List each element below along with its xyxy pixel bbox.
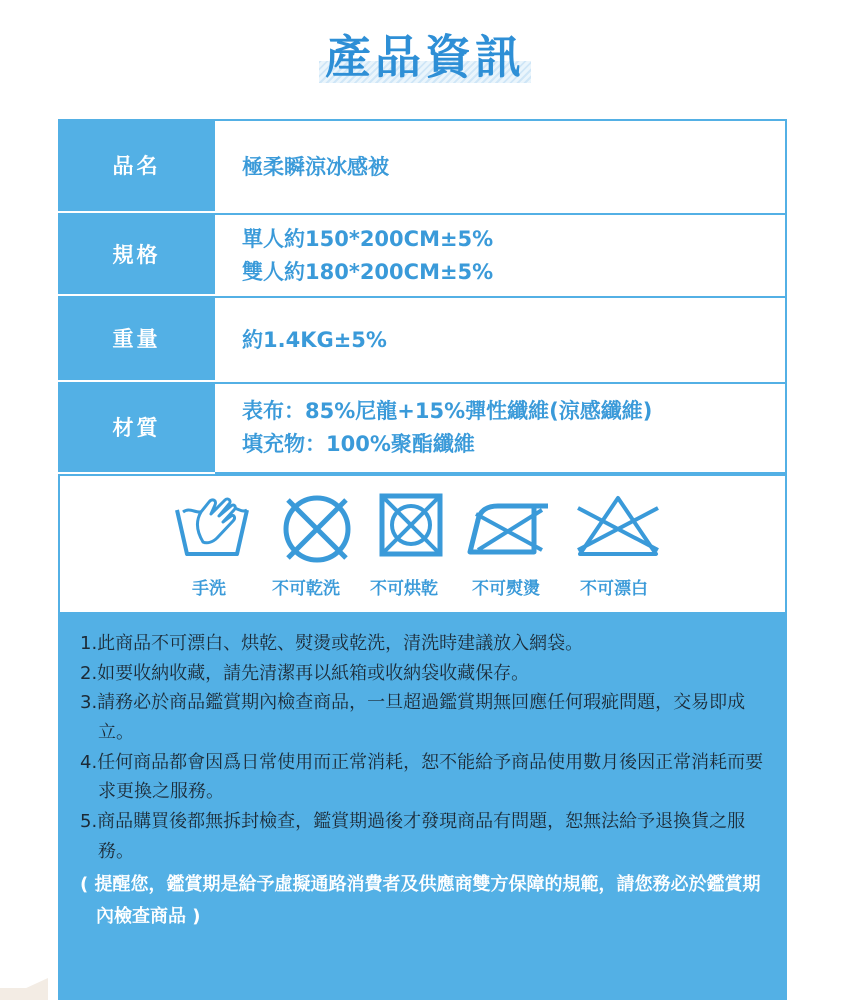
spec-label: 規格 bbox=[58, 213, 215, 296]
corner-decoration bbox=[0, 988, 40, 1000]
product-info-card bbox=[58, 119, 787, 1000]
no-tumble-dry-icon bbox=[378, 492, 444, 558]
spec-row-weight bbox=[58, 296, 787, 382]
title-area bbox=[0, 30, 850, 85]
care-label: 不可烘乾 bbox=[370, 579, 438, 599]
hand-wash-icon bbox=[173, 492, 251, 560]
spec-value bbox=[215, 296, 787, 382]
care-label: 不可漂白 bbox=[580, 579, 648, 599]
note-item: 4.任何商品都會因爲日常使用而正常消耗，恕不能給予商品使用數月後因正常消耗而要求更換之服務。 bbox=[80, 751, 764, 803]
note-item: 3.請務必於商品鑑賞期內檢查商品，一旦超過鑑賞期無回應任何瑕疵問題，交易即成立。 bbox=[80, 692, 746, 744]
care-symbols-panel bbox=[58, 474, 787, 612]
page-title-text: 產品資訊 bbox=[325, 30, 525, 84]
note-item: 2.如要收納收藏，請先清潔再以紙箱或收納袋收藏保存。 bbox=[80, 662, 530, 684]
no-iron-icon bbox=[464, 492, 554, 562]
spec-row-size bbox=[58, 213, 787, 296]
care-label: 不可乾洗 bbox=[272, 579, 340, 599]
spec-value-line: 約1.4KG±5% bbox=[242, 327, 387, 352]
note-item: 5.商品購買後都無拆封檢查，鑑賞期過後才發現商品有問題，恕無法給予退換貨之服務。 bbox=[80, 811, 746, 862]
spec-row-material bbox=[58, 382, 787, 474]
notes-panel bbox=[58, 612, 787, 1000]
spec-value bbox=[215, 213, 787, 296]
spec-label: 材質 bbox=[58, 382, 215, 474]
spec-label: 重量 bbox=[58, 296, 215, 382]
spec-value-line: 表布：85%尼龍+15%彈性纖維(涼感纖維) bbox=[242, 399, 653, 424]
spec-value-line: 單人約150*200CM±5% bbox=[242, 226, 494, 251]
no-bleach-icon bbox=[574, 492, 662, 562]
care-label: 手洗 bbox=[192, 579, 226, 599]
note-item: 1.此商品不可漂白、烘乾、熨燙或乾洗，清洗時建議放入網袋。 bbox=[80, 633, 584, 654]
reminder-text: ( 提醒您，鑑賞期是給予虛擬通路消費者及供應商雙方保障的規範，請您務必於鑑賞期內檢查商品 ) bbox=[80, 873, 761, 927]
spec-row-name bbox=[58, 119, 787, 213]
spec-value bbox=[215, 119, 787, 213]
spec-value-line: 填充物：100%聚酯纖維 bbox=[242, 432, 475, 456]
page-title bbox=[319, 30, 531, 85]
spec-value bbox=[215, 382, 787, 474]
spec-label: 品名 bbox=[58, 119, 215, 213]
spec-value-line: 極柔瞬涼冰感被 bbox=[242, 154, 389, 179]
spec-value-line: 雙人約180*200CM±5% bbox=[242, 259, 494, 284]
no-dry-clean-icon bbox=[280, 492, 354, 566]
care-label: 不可熨燙 bbox=[472, 579, 540, 599]
